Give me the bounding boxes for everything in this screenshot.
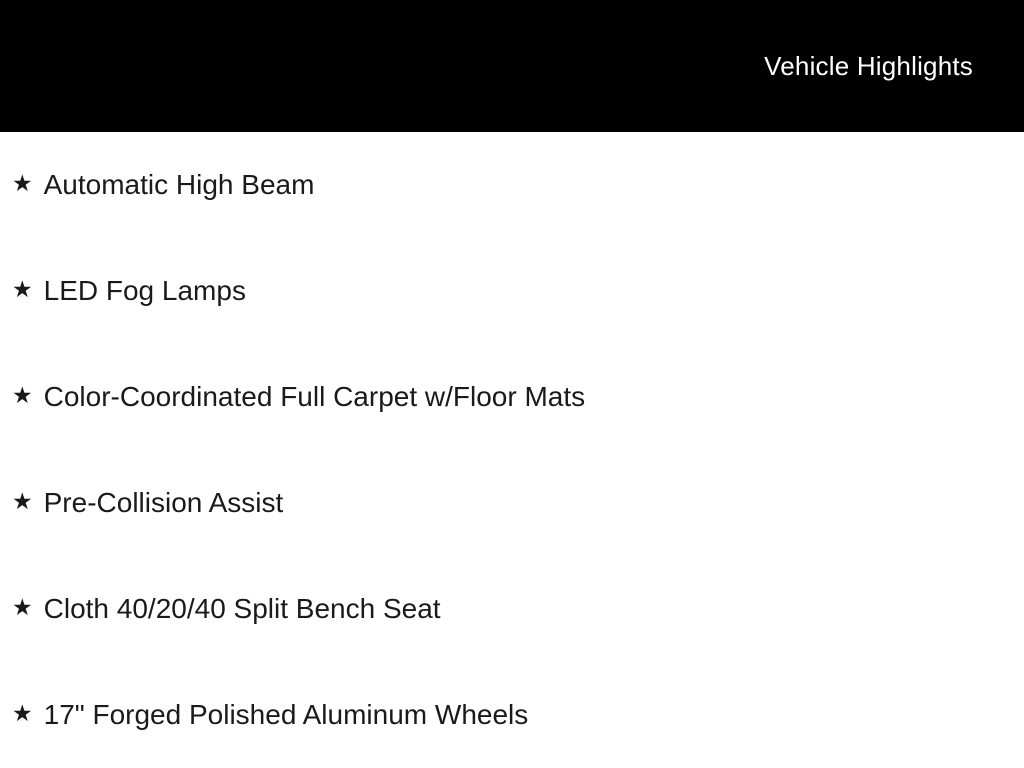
list-item-label: Cloth 40/20/40 Split Bench Seat: [43, 593, 441, 624]
list-item: [0, 556, 1024, 662]
star-icon: ★: [12, 594, 33, 621]
list-item: [0, 132, 1024, 238]
list-item-label: Color-Coordinated Full Carpet w/Floor Mats: [43, 381, 586, 412]
star-icon: ★: [12, 488, 33, 515]
star-icon: ★: [12, 382, 33, 409]
page-title: Vehicle Highlights: [764, 50, 973, 81]
list-item: [0, 662, 1024, 768]
list-item: [0, 344, 1024, 450]
highlights-list: [0, 132, 1024, 768]
list-item: [0, 450, 1024, 556]
list-item-label: LED Fog Lamps: [43, 275, 246, 306]
star-icon: ★: [12, 170, 33, 197]
list-item-label: Automatic High Beam: [43, 169, 315, 200]
list-item-label: 17" Forged Polished Aluminum Wheels: [43, 699, 529, 730]
star-icon: ★: [12, 276, 33, 303]
star-icon: ★: [12, 700, 33, 727]
header: [0, 0, 1024, 132]
list-item: [0, 238, 1024, 344]
list-item-label: Pre-Collision Assist: [43, 487, 284, 518]
